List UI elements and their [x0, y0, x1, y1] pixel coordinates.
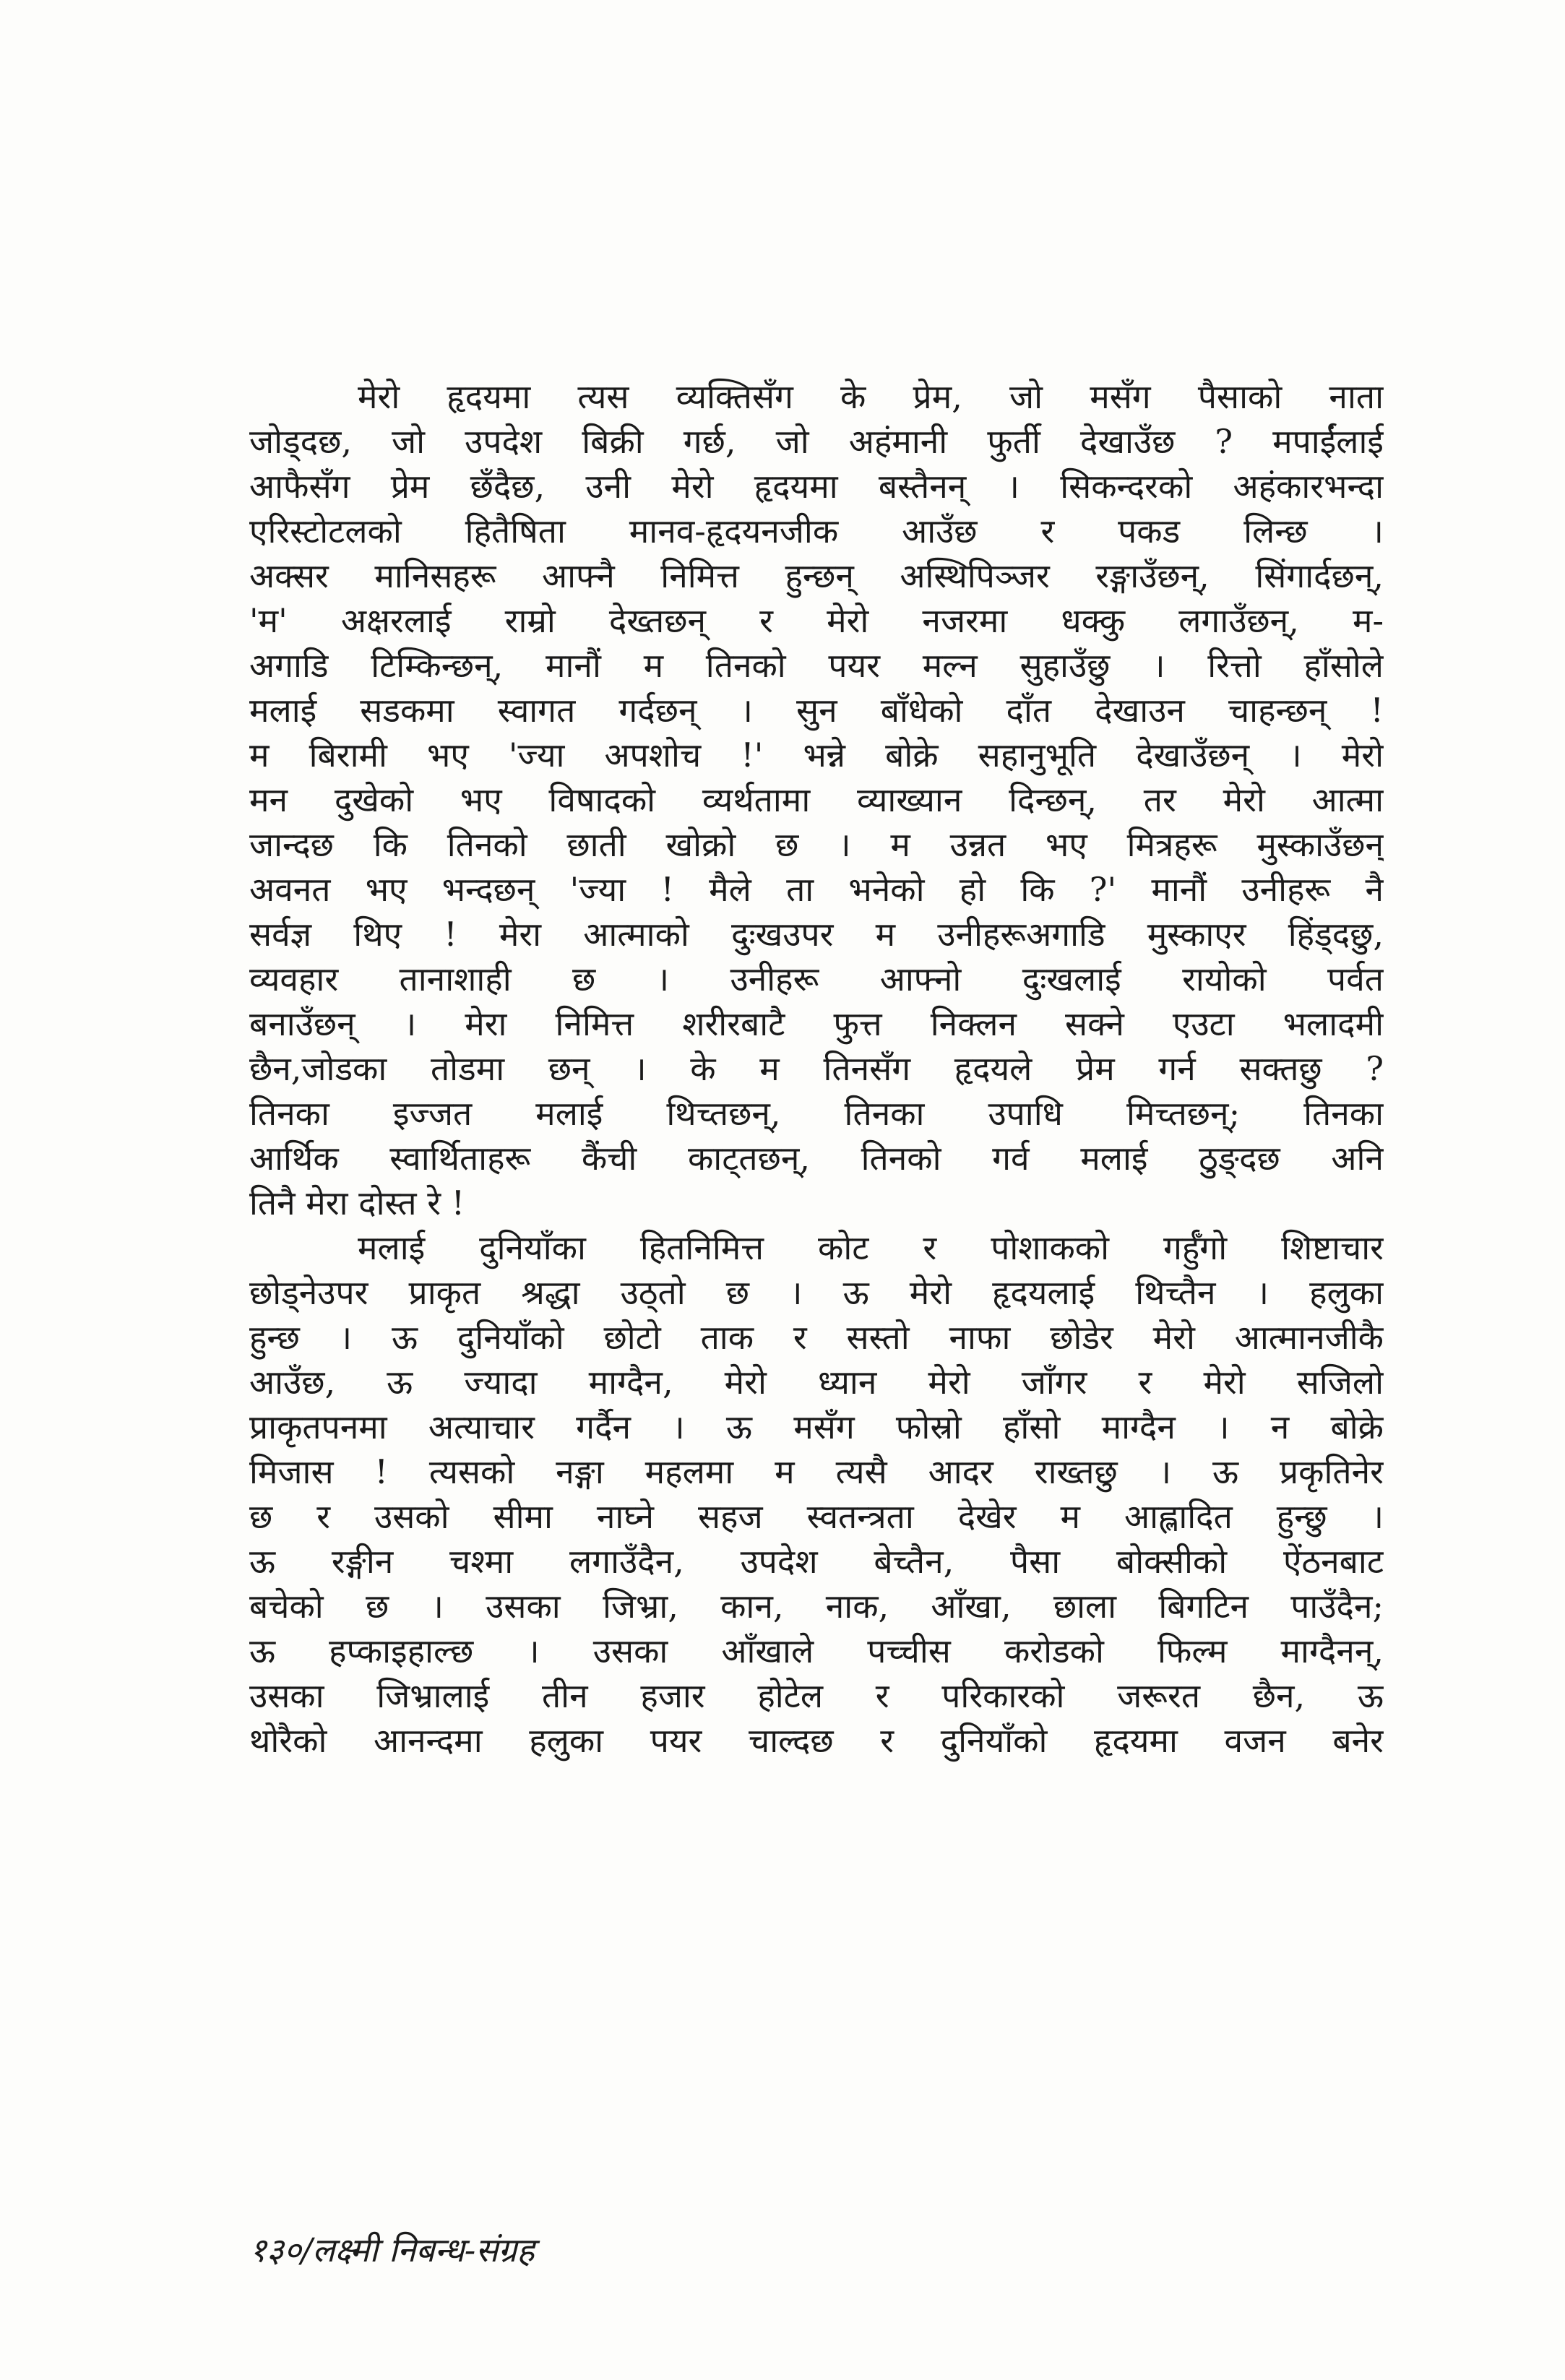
- text-line: मेरो हृदयमा त्यस व्यक्तिसँग के प्रेम, जो मसँग पैसाको नाता: [358, 377, 1384, 416]
- text-line: छ र उसको सीमा नाघ्ने सहज स्वतन्त्रता देखेर म आह्लादित हुन्छु ।: [249, 1497, 1384, 1536]
- text-line: सर्वज्ञ थिए ! मेरा आत्माको दुःखउपर म उनीहरूअगाडि मुस्काएर हिंड्दछु,: [249, 915, 1384, 954]
- text-line: ऊ रङ्गीन चश्मा लगाउँदैन, उपदेश बेच्तैन, पैसा बोक्सीको ऐंठनबाट: [249, 1542, 1384, 1581]
- text-line: अवनत भए भन्दछन् 'ज्या ! मैले ता भनेको हो कि ?' मानौं उनीहरू नै: [249, 870, 1384, 909]
- text-line: तिनका इज्जत मलाई थिच्तछन्, तिनका उपाधि मिच्तछन्; तिनका: [249, 1094, 1384, 1133]
- text-line: थोरैको आनन्दमा हलुका पयर चाल्दछ र दुनियाँको हृदयमा वजन बनेर: [249, 1721, 1384, 1760]
- text-line: मलाई दुनियाँका हितनिमित्त कोट र पोशाकको गर्हुँगो शिष्टाचार: [358, 1228, 1384, 1267]
- text-line: मन दुखेको भए विषादको व्यर्थतामा व्याख्यान दिन्छन्, तर मेरो आत्मा: [249, 780, 1384, 819]
- text-line: म बिरामी भए 'ज्या अपशोच !' भन्ने बोक्रे सहानुभूति देखाउँछन् । मेरो: [249, 736, 1384, 775]
- text-line: जोड्दछ, जो उपदेश बिक्री गर्छ, जो अहंमानी फुर्ती देखाउँछ ? मपाईंलाई: [249, 422, 1384, 461]
- text-line: प्राकृतपनमा अत्याचार गर्दैन । ऊ मसँग फोस्रो हाँसो माग्दैन । न बोक्रे: [249, 1407, 1384, 1446]
- text-line: जान्दछ कि तिनको छाती खोक्रो छ । म उन्नत भए मित्रहरू मुस्काउँछन्: [249, 825, 1384, 864]
- text-line: आउँछ, ऊ ज्यादा माग्दैन, मेरो ध्यान मेरो जाँगर र मेरो सजिलो: [249, 1363, 1384, 1402]
- text-line: ऊ हप्काइहाल्छ । उसका आँखाले पच्चीस करोडको फिल्म माग्दैनन्,: [249, 1631, 1384, 1670]
- text-line: अगाडि टिम्किन्छन्, मानौं म तिनको पयर मल्न सुहाउँछु । रित्तो हाँसोले: [249, 646, 1384, 685]
- text-line: एरिस्टोटलको हितैषिता मानव-हृदयनजीक आउँछ र पकड लिन्छ ।: [249, 512, 1384, 551]
- text-line: 'म' अक्षरलाई राम्रो देख्तछन् र मेरो नजरमा धक्कु लगाउँछन्, म-: [249, 601, 1384, 640]
- text-line: बनाउँछन् । मेरा निमित्त शरीरबाटै फुत्त निक्लन सक्ने एउटा भलादमी: [249, 1004, 1384, 1043]
- text-line: आफैसँग प्रेम छँदैछ, उनी मेरो हृदयमा बस्तैनन् । सिकन्दरको अहंकारभन्दा: [249, 467, 1384, 506]
- text-line: व्यवहार तानाशाही छ । उनीहरू आफ्नो दुःखलाई रायोको पर्वत: [249, 960, 1384, 999]
- text-line: छैन,जोडका तोडमा छन् । के म तिनसँग हृदयले प्रेम गर्न सक्तछु ?: [249, 1049, 1384, 1088]
- essay-body: [249, 374, 1384, 1763]
- text-line: अक्सर मानिसहरू आफ्नै निमित्त हुन्छन् अस्थिपिञ्जर रङ्गाउँछन्, सिंगार्दछन्,: [249, 556, 1384, 595]
- text-line: मिजास ! त्यसको नङ्गा महलमा म त्यसै आदर राख्तछु । ऊ प्रकृतिनेर: [249, 1452, 1384, 1491]
- text-line: बचेको छ । उसका जिभ्रा, कान, नाक, आँखा, छाला बिगटिन पाउँदैन;: [249, 1587, 1384, 1626]
- paragraph-2: [249, 1225, 1384, 1763]
- page-footer: १३०/लक्ष्मी निबन्ध-संग्रह: [249, 2230, 535, 2269]
- text-line: हुन्छ । ऊ दुनियाँको छोटो ताक र सस्तो नाफा छोडेर मेरो आत्मानजीकै: [249, 1318, 1384, 1357]
- text-line: तिनै मेरा दोस्त रे !: [249, 1183, 465, 1223]
- text-line: छोड्नेउपर प्राकृत श्रद्धा उठ्तो छ । ऊ मेरो हृदयलाई थिच्तैन । हलुका: [249, 1273, 1384, 1312]
- text-line: आर्थिक स्वार्थिताहरू कैंची काट्तछन्, तिनको गर्व मलाई ठुङ्दछ अनि: [249, 1139, 1384, 1178]
- text-line: मलाई सडकमा स्वागत गर्दछन् । सुन बाँधेको दाँत देखाउन चाहन्छन् !: [249, 691, 1384, 730]
- paragraph-1: [249, 374, 1384, 1225]
- text-line: उसका जिभ्रालाई तीन हजार होटेल र परिकारको जरूरत छैन, ऊ: [249, 1676, 1384, 1715]
